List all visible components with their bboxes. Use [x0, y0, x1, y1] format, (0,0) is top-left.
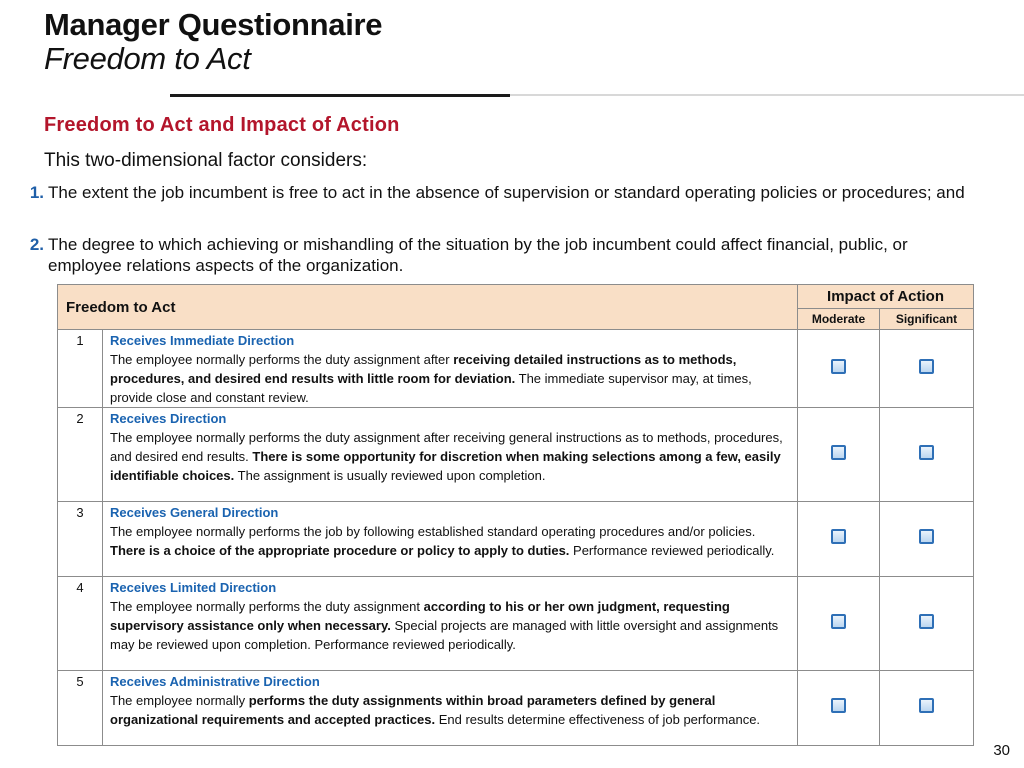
freedom-impact-table [57, 284, 974, 746]
significant-cell [880, 330, 974, 408]
point-text: The degree to which achieving or mishandling of the situation by the job incumbent could affect financial, public, or employee relations aspects of the organization. [48, 235, 908, 275]
section-heading: Freedom to Act and Impact of Action [44, 114, 400, 136]
significant-cell [880, 671, 974, 746]
freedom-to-act-header: Freedom to Act [58, 285, 798, 330]
moderate-column-header: Moderate [798, 309, 880, 330]
moderate-cell [798, 502, 880, 577]
level-number: 5 [58, 671, 103, 746]
impact-of-action-header: Impact of Action [798, 285, 974, 309]
level-title: Receives Direction [110, 411, 227, 426]
description-text: The employee normally [110, 693, 249, 708]
description-emphasis: receiving detailed instructions as to methods, procedures, and desired end results with little room for deviation. [110, 352, 737, 386]
level-description-cell [103, 408, 798, 502]
description-text: The employee normally performs the duty assignment [110, 599, 424, 614]
description-emphasis: There is a choice of the appropriate procedure or policy to apply to duties. [110, 543, 570, 558]
point-number: 1. [29, 183, 44, 202]
moderate-cell [798, 330, 880, 408]
significant-checkbox[interactable] [919, 445, 934, 460]
table-row [58, 330, 974, 408]
description-text: Special projects are managed with little oversight and assignments may be reviewed upon completion. Performance reviewed periodically. [110, 618, 779, 652]
moderate-cell [798, 408, 880, 502]
description-text: The immediate supervisor may, at times, provide close and constant review. [110, 371, 752, 405]
significant-checkbox[interactable] [919, 698, 934, 713]
level-title: Receives Limited Direction [110, 580, 277, 595]
description-text: End results determine effectiveness of job performance. [435, 712, 761, 727]
page-title: Manager Questionnaire [44, 7, 383, 42]
level-number: 1 [58, 330, 103, 408]
level-description-cell [103, 330, 798, 408]
intro-text: This two-dimensional factor considers: [44, 150, 368, 171]
moderate-cell [798, 577, 880, 671]
level-number: 2 [58, 408, 103, 502]
point-number: 2. [29, 235, 44, 254]
table-row [58, 502, 974, 577]
description-text: The employee normally performs the duty assignment after receiving general instructions as to methods, procedures, and desired end results. [110, 430, 783, 464]
significant-cell [880, 502, 974, 577]
description-emphasis: performs the duty assignments within broad parameters defined by general organizational requirements and accepted practices. [110, 693, 716, 727]
significant-checkbox[interactable] [919, 529, 934, 544]
title-block [44, 8, 382, 76]
table-row [58, 408, 974, 502]
moderate-checkbox[interactable] [831, 359, 846, 374]
title-divider-accent [170, 94, 510, 97]
description-text: Performance reviewed periodically. [569, 543, 775, 558]
table-row [58, 671, 974, 746]
level-title: Receives Administrative Direction [110, 674, 320, 689]
description-text: The employee normally performs the duty assignment after [110, 352, 454, 367]
moderate-checkbox[interactable] [831, 445, 846, 460]
point-text: The extent the job incumbent is free to act in the absence of supervision or standard operating policies or procedures; and [48, 183, 965, 202]
description-text: The assignment is usually reviewed upon completion. [234, 468, 546, 483]
significant-cell [880, 577, 974, 671]
moderate-checkbox[interactable] [831, 698, 846, 713]
moderate-cell [798, 671, 880, 746]
description-emphasis: according to his or her own judgment, requesting supervisory assistance only when necessary. [110, 599, 730, 633]
significant-cell [880, 408, 974, 502]
level-title: Receives General Direction [110, 505, 279, 520]
level-number: 3 [58, 502, 103, 577]
moderate-checkbox[interactable] [831, 614, 846, 629]
significant-column-header: Significant [880, 309, 974, 330]
description-emphasis: There is some opportunity for discretion when making selections among a few, easily identifiable choices. [110, 449, 781, 483]
numbered-point [14, 234, 974, 276]
significant-checkbox[interactable] [919, 359, 934, 374]
significant-checkbox[interactable] [919, 614, 934, 629]
table-row [58, 577, 974, 671]
description-text: The employee normally performs the job by following established standard operating procedures and/or policies. [110, 524, 756, 539]
level-description-cell [103, 577, 798, 671]
moderate-checkbox[interactable] [831, 529, 846, 544]
numbered-point [14, 182, 974, 203]
page-number: 30 [993, 742, 1010, 759]
level-number: 4 [58, 577, 103, 671]
page-subtitle: Freedom to Act [44, 41, 251, 76]
level-title: Receives Immediate Direction [110, 333, 295, 348]
level-description-cell [103, 502, 798, 577]
level-description-cell [103, 671, 798, 746]
